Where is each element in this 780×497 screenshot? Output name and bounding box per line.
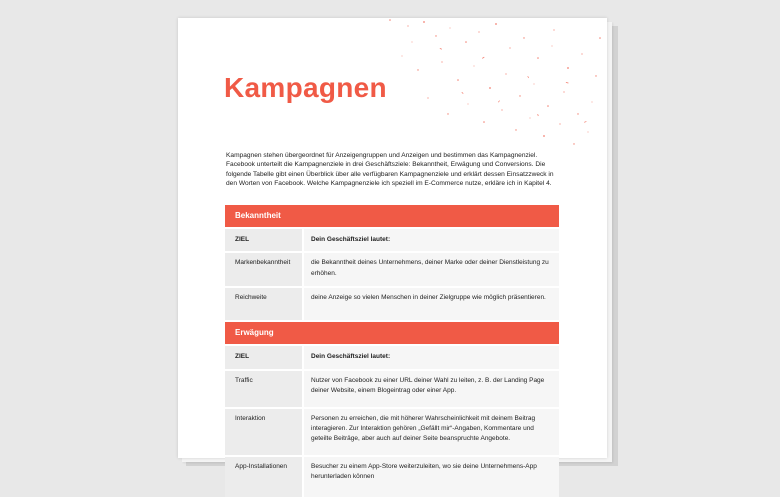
section-header-erwaegung: Erwägung (225, 322, 559, 344)
goal-name: App-Installationen (225, 457, 304, 497)
goal-description: die Bekanntheit deines Unternehmens, deiner Marke oder deiner Dienstleistung zu erhöhen. (304, 253, 559, 286)
table-row (225, 455, 559, 497)
section-header-bekanntheit: Bekanntheit (225, 205, 559, 227)
goal-name: Traffic (225, 371, 304, 407)
goal-description: Besucher zu einem App-Store weiterzuleiten, wo sie deine Unternehmens-App herunterladen können (304, 457, 559, 497)
document-page (178, 18, 607, 480)
table-header-row (225, 344, 559, 368)
intro-paragraph: Kampagnen stehen übergeordnet für Anzeigengruppen und Anzeigen und bestimmen das Kampagnenziel. Facebook unterteilt die Kampagnenziele in drei Geschäftsziele: Bekanntheit, Erwägung und Conversions. Die folgende Tabelle gibt einen Überblick über alle verfügbaren Kampagnenziele und erklärt dessen Einsatzzweck in den Worten von Facebook. Welche Kampagnenziele ich speziell im E-Commerce nutze, erkläre ich in Kapitel 4. (226, 152, 554, 187)
goal-name: Markenbekanntheit (225, 253, 304, 286)
goal-description: Personen zu erreichen, die mit höherer Wahrscheinlichkeit mit deinem Beitrag interagieren. Zur Interaktion gehören „Gefällt mir“-Angaben, Kommentare und geteilte Beiträge, aber auch auf deiner Seite beanspruchte Angebote. (304, 409, 559, 455)
table-row (225, 286, 559, 320)
campaign-goals-table (225, 205, 559, 497)
page-title: Kampagnen (224, 72, 387, 103)
ink-splatter-decoration (378, 18, 607, 158)
goal-name: Reichweite (225, 288, 304, 320)
column-header-goal: Dein Geschäftsziel lautet: (304, 346, 559, 368)
column-header-ziel: ZIEL (225, 229, 304, 251)
goal-description: deine Anzeige so vielen Menschen in deiner Zielgruppe wie möglich präsentieren. (304, 288, 559, 320)
table-row (225, 369, 559, 407)
table-header-row (225, 227, 559, 251)
table-row (225, 251, 559, 286)
goal-description: Nutzer von Facebook zu einer URL deiner Wahl zu leiten, z. B. der Landing Page deiner Website, einem Blogeintrag oder einer App. (304, 371, 559, 407)
column-header-goal: Dein Geschäftsziel lautet: (304, 229, 559, 251)
goal-name: Interaktion (225, 409, 304, 455)
table-row (225, 407, 559, 455)
column-header-ziel: ZIEL (225, 346, 304, 368)
